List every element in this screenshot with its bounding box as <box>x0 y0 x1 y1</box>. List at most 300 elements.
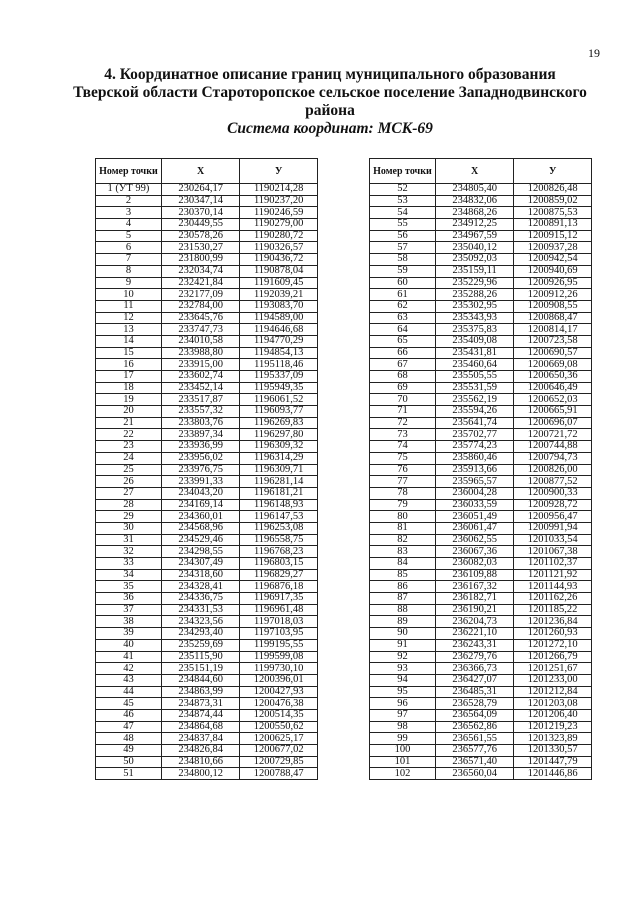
y-coordinate-cell: 1191609,45 <box>240 277 318 289</box>
table-row <box>370 651 592 663</box>
point-number-cell: 96 <box>370 698 436 710</box>
y-coordinate-cell: 1201323,89 <box>514 733 592 745</box>
table-header-row <box>370 159 592 184</box>
x-coordinate-cell: 235774,23 <box>435 441 514 453</box>
y-coordinate-cell: 1200937,28 <box>514 242 592 254</box>
x-coordinate-cell: 236427,07 <box>435 674 514 686</box>
y-coordinate-cell: 1200427,93 <box>240 686 318 698</box>
table-row <box>96 230 318 242</box>
x-coordinate-cell: 236221,10 <box>435 628 514 640</box>
table-row <box>96 359 318 371</box>
table-row <box>370 335 592 347</box>
x-coordinate-cell: 234169,14 <box>161 499 240 511</box>
table-row <box>370 441 592 453</box>
y-coordinate-cell: 1200696,07 <box>514 417 592 429</box>
table-row <box>370 558 592 570</box>
y-coordinate-cell: 1201212,84 <box>514 686 592 698</box>
y-coordinate-cell: 1196803,15 <box>240 558 318 570</box>
x-coordinate-cell: 235860,46 <box>435 452 514 464</box>
y-coordinate-cell: 1190326,57 <box>240 242 318 254</box>
x-coordinate-cell: 236051,49 <box>435 511 514 523</box>
table-row <box>96 452 318 464</box>
y-coordinate-cell: 1200625,17 <box>240 733 318 745</box>
header-x: X <box>435 159 514 184</box>
x-coordinate-cell: 235259,69 <box>161 639 240 651</box>
point-number-cell: 50 <box>96 756 162 768</box>
x-coordinate-cell: 235151,19 <box>161 663 240 675</box>
point-number-cell: 11 <box>96 300 162 312</box>
table-row <box>370 616 592 628</box>
x-coordinate-cell: 230264,17 <box>161 184 240 196</box>
point-number-cell: 7 <box>96 254 162 266</box>
y-coordinate-cell: 1200646,49 <box>514 382 592 394</box>
table-row <box>96 593 318 605</box>
x-coordinate-cell: 234832,06 <box>435 195 514 207</box>
table-row <box>370 195 592 207</box>
table-row <box>370 207 592 219</box>
y-coordinate-cell: 1197103,95 <box>240 628 318 640</box>
heading-line-1: 4. Координатное описание границ муниципального образования <box>104 66 556 83</box>
point-number-cell: 12 <box>96 312 162 324</box>
y-coordinate-cell: 1201162,26 <box>514 593 592 605</box>
table-row <box>96 756 318 768</box>
point-number-cell: 85 <box>370 569 436 581</box>
point-number-cell: 67 <box>370 359 436 371</box>
point-number-cell: 100 <box>370 745 436 757</box>
point-number-cell: 37 <box>96 604 162 616</box>
y-coordinate-cell: 1200396,01 <box>240 674 318 686</box>
x-coordinate-cell: 231530,27 <box>161 242 240 254</box>
point-number-cell: 77 <box>370 476 436 488</box>
y-coordinate-cell: 1200826,48 <box>514 184 592 196</box>
x-coordinate-cell: 232034,74 <box>161 265 240 277</box>
y-coordinate-cell: 1200652,03 <box>514 394 592 406</box>
x-coordinate-cell: 234837,84 <box>161 733 240 745</box>
y-coordinate-cell: 1200729,85 <box>240 756 318 768</box>
y-coordinate-cell: 1201185,22 <box>514 604 592 616</box>
table-row <box>96 721 318 733</box>
x-coordinate-cell: 233936,99 <box>161 441 240 453</box>
x-coordinate-cell: 234863,99 <box>161 686 240 698</box>
table-row <box>370 499 592 511</box>
point-number-cell: 101 <box>370 756 436 768</box>
point-number-cell: 25 <box>96 464 162 476</box>
x-coordinate-cell: 232784,00 <box>161 300 240 312</box>
y-coordinate-cell: 1200928,72 <box>514 499 592 511</box>
y-coordinate-cell: 1199730,10 <box>240 663 318 675</box>
y-coordinate-cell: 1200794,73 <box>514 452 592 464</box>
x-coordinate-cell: 236067,36 <box>435 546 514 558</box>
table-row <box>370 289 592 301</box>
table-row <box>96 534 318 546</box>
y-coordinate-cell: 1200669,08 <box>514 359 592 371</box>
point-number-cell: 66 <box>370 347 436 359</box>
point-number-cell: 52 <box>370 184 436 196</box>
y-coordinate-cell: 1200926,95 <box>514 277 592 289</box>
point-number-cell: 51 <box>96 768 162 780</box>
table-row <box>370 429 592 441</box>
table-row <box>96 300 318 312</box>
point-number-cell: 41 <box>96 651 162 663</box>
y-coordinate-cell: 1200744,88 <box>514 441 592 453</box>
table-row <box>96 674 318 686</box>
y-coordinate-cell: 1200723,58 <box>514 335 592 347</box>
table-row <box>370 452 592 464</box>
point-number-cell: 92 <box>370 651 436 663</box>
x-coordinate-cell: 236243,31 <box>435 639 514 651</box>
table-row <box>370 265 592 277</box>
y-coordinate-cell: 1200826,00 <box>514 464 592 476</box>
point-number-cell: 59 <box>370 265 436 277</box>
y-coordinate-cell: 1196147,53 <box>240 511 318 523</box>
point-number-cell: 32 <box>96 546 162 558</box>
table-row <box>96 289 318 301</box>
point-number-cell: 28 <box>96 499 162 511</box>
y-coordinate-cell: 1201446,86 <box>514 768 592 780</box>
y-coordinate-cell: 1200677,02 <box>240 745 318 757</box>
point-number-cell: 3 <box>96 207 162 219</box>
table-row <box>96 382 318 394</box>
point-number-cell: 74 <box>370 441 436 453</box>
coordinate-system-title: Система координат: МСК-69 <box>227 120 433 137</box>
point-number-cell: 95 <box>370 686 436 698</box>
table-row <box>96 558 318 570</box>
point-number-cell: 75 <box>370 452 436 464</box>
x-coordinate-cell: 234805,40 <box>435 184 514 196</box>
y-coordinate-cell: 1196253,08 <box>240 522 318 534</box>
x-coordinate-cell: 233976,75 <box>161 464 240 476</box>
header-y: У <box>514 159 592 184</box>
y-coordinate-cell: 1195949,35 <box>240 382 318 394</box>
y-coordinate-cell: 1201236,84 <box>514 616 592 628</box>
x-coordinate-cell: 234318,60 <box>161 569 240 581</box>
point-number-cell: 86 <box>370 581 436 593</box>
table-row <box>96 371 318 383</box>
point-number-cell: 13 <box>96 324 162 336</box>
x-coordinate-cell: 234810,66 <box>161 756 240 768</box>
x-coordinate-cell: 236577,76 <box>435 745 514 757</box>
point-number-cell: 44 <box>96 686 162 698</box>
point-number-cell: 31 <box>96 534 162 546</box>
x-coordinate-cell: 236204,73 <box>435 616 514 628</box>
y-coordinate-cell: 1196269,83 <box>240 417 318 429</box>
table-row <box>96 581 318 593</box>
x-coordinate-cell: 235505,55 <box>435 371 514 383</box>
point-number-cell: 65 <box>370 335 436 347</box>
x-coordinate-cell: 234912,25 <box>435 219 514 231</box>
table-row <box>96 733 318 745</box>
table-row <box>370 546 592 558</box>
y-coordinate-cell: 1196314,29 <box>240 452 318 464</box>
x-coordinate-cell: 235040,12 <box>435 242 514 254</box>
x-coordinate-cell: 235913,66 <box>435 464 514 476</box>
table-row <box>370 581 592 593</box>
point-number-cell: 93 <box>370 663 436 675</box>
table-row <box>96 429 318 441</box>
point-number-cell: 94 <box>370 674 436 686</box>
point-number-cell: 80 <box>370 511 436 523</box>
y-coordinate-cell: 1200912,26 <box>514 289 592 301</box>
y-coordinate-cell: 1200891,13 <box>514 219 592 231</box>
x-coordinate-cell: 230370,14 <box>161 207 240 219</box>
page-number: 19 <box>588 46 600 60</box>
x-coordinate-cell: 233803,76 <box>161 417 240 429</box>
x-coordinate-cell: 233988,80 <box>161 347 240 359</box>
table-row <box>96 394 318 406</box>
table-row <box>96 686 318 698</box>
x-coordinate-cell: 234873,31 <box>161 698 240 710</box>
x-coordinate-cell: 235229,96 <box>435 277 514 289</box>
y-coordinate-cell: 1196309,32 <box>240 441 318 453</box>
y-coordinate-cell: 1201260,93 <box>514 628 592 640</box>
table-row <box>370 698 592 710</box>
table-row <box>370 382 592 394</box>
y-coordinate-cell: 1200942,54 <box>514 254 592 266</box>
x-coordinate-cell: 234826,84 <box>161 745 240 757</box>
x-coordinate-cell: 231800,99 <box>161 254 240 266</box>
table-row <box>96 768 318 780</box>
table-row <box>370 768 592 780</box>
x-coordinate-cell: 234868,26 <box>435 207 514 219</box>
point-number-cell: 48 <box>96 733 162 745</box>
table-row <box>370 569 592 581</box>
y-coordinate-cell: 1200956,47 <box>514 511 592 523</box>
x-coordinate-cell: 234336,75 <box>161 593 240 605</box>
point-number-cell: 39 <box>96 628 162 640</box>
point-number-cell: 54 <box>370 207 436 219</box>
point-number-cell: 40 <box>96 639 162 651</box>
y-coordinate-cell: 1197018,03 <box>240 616 318 628</box>
point-number-cell: 22 <box>96 429 162 441</box>
y-coordinate-cell: 1200900,33 <box>514 487 592 499</box>
point-number-cell: 98 <box>370 721 436 733</box>
y-coordinate-cell: 1201330,57 <box>514 745 592 757</box>
table-row <box>96 522 318 534</box>
y-coordinate-cell: 1200665,91 <box>514 406 592 418</box>
point-number-cell: 71 <box>370 406 436 418</box>
table-row <box>96 464 318 476</box>
y-coordinate-cell: 1196297,80 <box>240 429 318 441</box>
point-number-cell: 97 <box>370 709 436 721</box>
y-coordinate-cell: 1200788,47 <box>240 768 318 780</box>
x-coordinate-cell: 234328,41 <box>161 581 240 593</box>
point-number-cell: 83 <box>370 546 436 558</box>
x-coordinate-cell: 236279,76 <box>435 651 514 663</box>
y-coordinate-cell: 1196061,52 <box>240 394 318 406</box>
point-number-cell: 27 <box>96 487 162 499</box>
table-row <box>370 487 592 499</box>
table-row <box>96 265 318 277</box>
table-row <box>96 335 318 347</box>
x-coordinate-cell: 233517,87 <box>161 394 240 406</box>
table-row <box>370 242 592 254</box>
x-coordinate-cell: 236082,03 <box>435 558 514 570</box>
x-coordinate-cell: 233645,76 <box>161 312 240 324</box>
table-row <box>370 709 592 721</box>
y-coordinate-cell: 1200721,72 <box>514 429 592 441</box>
table-row <box>370 639 592 651</box>
point-number-cell: 89 <box>370 616 436 628</box>
point-number-cell: 78 <box>370 487 436 499</box>
x-coordinate-cell: 235965,57 <box>435 476 514 488</box>
heading-line-3: района <box>305 102 355 119</box>
y-coordinate-cell: 1200868,47 <box>514 312 592 324</box>
x-coordinate-cell: 236033,59 <box>435 499 514 511</box>
y-coordinate-cell: 1200476,38 <box>240 698 318 710</box>
y-coordinate-cell: 1200908,55 <box>514 300 592 312</box>
y-coordinate-cell: 1196093,77 <box>240 406 318 418</box>
y-coordinate-cell: 1201033,54 <box>514 534 592 546</box>
x-coordinate-cell: 235641,74 <box>435 417 514 429</box>
y-coordinate-cell: 1201251,67 <box>514 663 592 675</box>
table-row <box>370 476 592 488</box>
x-coordinate-cell: 236190,21 <box>435 604 514 616</box>
point-number-cell: 2 <box>96 195 162 207</box>
y-coordinate-cell: 1200514,35 <box>240 709 318 721</box>
x-coordinate-cell: 235531,59 <box>435 382 514 394</box>
table-row <box>96 324 318 336</box>
x-coordinate-cell: 236062,55 <box>435 534 514 546</box>
table-row <box>370 219 592 231</box>
x-coordinate-cell: 235288,26 <box>435 289 514 301</box>
header-y: У <box>240 159 318 184</box>
x-coordinate-cell: 236109,88 <box>435 569 514 581</box>
y-coordinate-cell: 1201102,37 <box>514 558 592 570</box>
table-row <box>370 534 592 546</box>
y-coordinate-cell: 1196917,35 <box>240 593 318 605</box>
y-coordinate-cell: 1190237,20 <box>240 195 318 207</box>
table-row <box>96 195 318 207</box>
y-coordinate-cell: 1194770,29 <box>240 335 318 347</box>
point-number-cell: 91 <box>370 639 436 651</box>
y-coordinate-cell: 1201144,93 <box>514 581 592 593</box>
x-coordinate-cell: 234967,59 <box>435 230 514 242</box>
x-coordinate-cell: 234360,01 <box>161 511 240 523</box>
x-coordinate-cell: 236485,31 <box>435 686 514 698</box>
y-coordinate-cell: 1190279,00 <box>240 219 318 231</box>
y-coordinate-cell: 1200859,02 <box>514 195 592 207</box>
y-coordinate-cell: 1201121,92 <box>514 569 592 581</box>
table-row <box>370 324 592 336</box>
x-coordinate-cell: 234864,68 <box>161 721 240 733</box>
point-number-cell: 26 <box>96 476 162 488</box>
y-coordinate-cell: 1196961,48 <box>240 604 318 616</box>
point-number-cell: 29 <box>96 511 162 523</box>
point-number-cell: 45 <box>96 698 162 710</box>
x-coordinate-cell: 234298,55 <box>161 546 240 558</box>
point-number-cell: 19 <box>96 394 162 406</box>
table-row <box>370 394 592 406</box>
point-number-cell: 82 <box>370 534 436 546</box>
point-number-cell: 20 <box>96 406 162 418</box>
point-number-cell: 36 <box>96 593 162 605</box>
point-number-cell: 16 <box>96 359 162 371</box>
x-coordinate-cell: 236366,73 <box>435 663 514 675</box>
x-coordinate-cell: 235460,64 <box>435 359 514 371</box>
x-coordinate-cell: 233602,74 <box>161 371 240 383</box>
table-row <box>370 593 592 605</box>
y-coordinate-cell: 1201233,00 <box>514 674 592 686</box>
y-coordinate-cell: 1190436,72 <box>240 254 318 266</box>
x-coordinate-cell: 236528,79 <box>435 698 514 710</box>
y-coordinate-cell: 1194854,13 <box>240 347 318 359</box>
x-coordinate-cell: 235702,77 <box>435 429 514 441</box>
y-coordinate-cell: 1190214,28 <box>240 184 318 196</box>
point-number-cell: 42 <box>96 663 162 675</box>
table-row <box>96 663 318 675</box>
y-coordinate-cell: 1194589,00 <box>240 312 318 324</box>
table-row <box>96 406 318 418</box>
x-coordinate-cell: 233747,73 <box>161 324 240 336</box>
table-row <box>370 417 592 429</box>
table-row <box>370 628 592 640</box>
x-coordinate-cell: 236564,09 <box>435 709 514 721</box>
point-number-cell: 99 <box>370 733 436 745</box>
x-coordinate-cell: 234010,58 <box>161 335 240 347</box>
document-heading <box>60 66 600 138</box>
y-coordinate-cell: 1200877,52 <box>514 476 592 488</box>
point-number-cell: 64 <box>370 324 436 336</box>
table-row <box>96 639 318 651</box>
table-row <box>370 522 592 534</box>
table-row <box>96 604 318 616</box>
x-coordinate-cell: 233557,32 <box>161 406 240 418</box>
coordinates-table-left <box>95 158 318 780</box>
x-coordinate-cell: 232177,09 <box>161 289 240 301</box>
point-number-cell: 4 <box>96 219 162 231</box>
x-coordinate-cell: 230578,26 <box>161 230 240 242</box>
point-number-cell: 9 <box>96 277 162 289</box>
x-coordinate-cell: 235302,95 <box>435 300 514 312</box>
table-row <box>96 698 318 710</box>
point-number-cell: 35 <box>96 581 162 593</box>
table-row <box>96 628 318 640</box>
y-coordinate-cell: 1190878,04 <box>240 265 318 277</box>
x-coordinate-cell: 233991,33 <box>161 476 240 488</box>
table-row <box>370 230 592 242</box>
point-number-cell: 43 <box>96 674 162 686</box>
point-number-cell: 57 <box>370 242 436 254</box>
table-row <box>370 756 592 768</box>
point-number-cell: 5 <box>96 230 162 242</box>
x-coordinate-cell: 235562,19 <box>435 394 514 406</box>
table-row <box>96 546 318 558</box>
y-coordinate-cell: 1200875,53 <box>514 207 592 219</box>
x-coordinate-cell: 236182,71 <box>435 593 514 605</box>
x-coordinate-cell: 233452,14 <box>161 382 240 394</box>
point-number-cell: 14 <box>96 335 162 347</box>
table-row <box>96 569 318 581</box>
x-coordinate-cell: 236560,04 <box>435 768 514 780</box>
x-coordinate-cell: 233915,00 <box>161 359 240 371</box>
y-coordinate-cell: 1192039,21 <box>240 289 318 301</box>
point-number-cell: 55 <box>370 219 436 231</box>
y-coordinate-cell: 1200991,94 <box>514 522 592 534</box>
y-coordinate-cell: 1195337,09 <box>240 371 318 383</box>
x-coordinate-cell: 234800,12 <box>161 768 240 780</box>
y-coordinate-cell: 1190280,72 <box>240 230 318 242</box>
table-row <box>96 207 318 219</box>
table-row <box>370 277 592 289</box>
x-coordinate-cell: 233956,02 <box>161 452 240 464</box>
table-row <box>370 371 592 383</box>
x-coordinate-cell: 235092,03 <box>435 254 514 266</box>
header-point-number: Номер точки <box>96 159 162 184</box>
x-coordinate-cell: 236571,40 <box>435 756 514 768</box>
x-coordinate-cell: 234307,49 <box>161 558 240 570</box>
table-row <box>96 476 318 488</box>
table-row <box>370 511 592 523</box>
